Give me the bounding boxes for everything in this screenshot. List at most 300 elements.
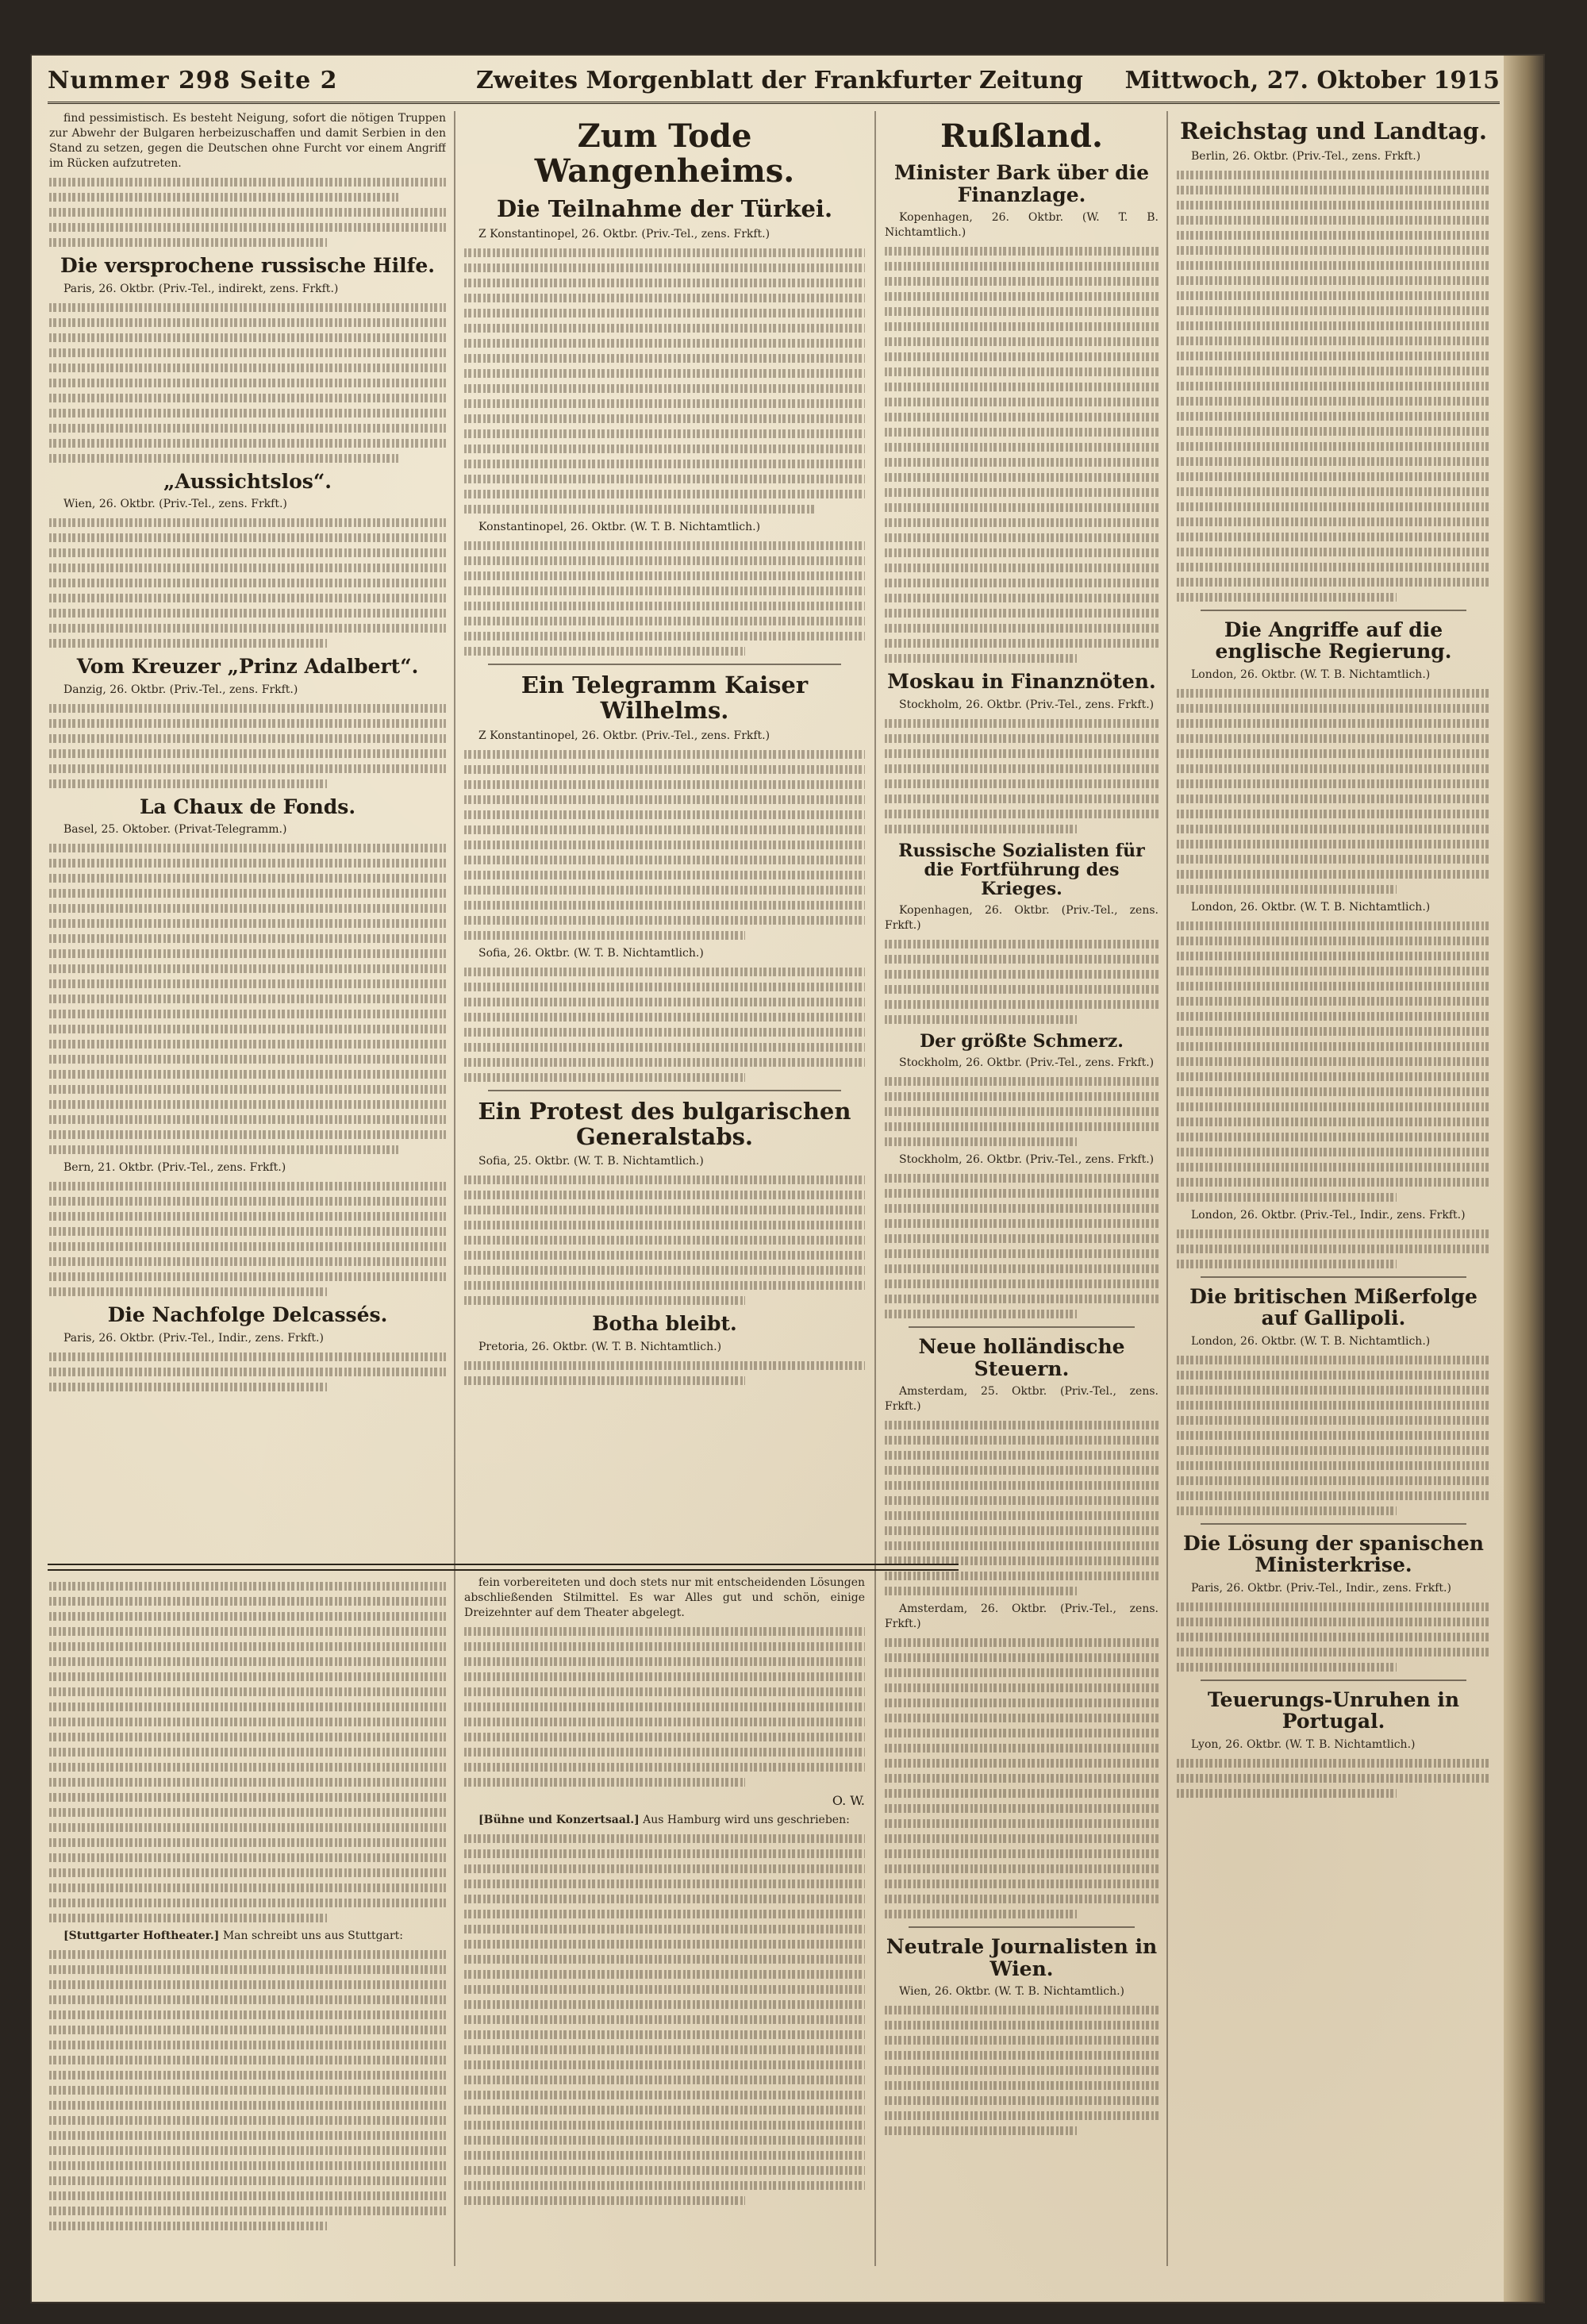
text-line xyxy=(464,901,865,910)
dateline: Wien, 26. Oktbr. (Priv.-Tel., zens. Frkft.) xyxy=(63,498,287,510)
text-line xyxy=(49,2161,446,2170)
dateline: Kopenhagen, 26. Oktbr. (Priv.-Tel., zens. Frkft.) xyxy=(885,904,1159,933)
text-line xyxy=(885,1295,1159,1303)
text-line xyxy=(885,2096,1159,2105)
text-line xyxy=(885,734,1159,743)
text-line xyxy=(885,779,1159,788)
text-line xyxy=(885,654,1077,663)
text-line xyxy=(885,383,1159,391)
text-line xyxy=(1177,578,1490,587)
text-line xyxy=(464,765,865,774)
text-line xyxy=(885,2051,1159,2060)
text-line xyxy=(464,825,865,834)
text-line xyxy=(49,1808,446,1817)
text-line xyxy=(1177,337,1490,345)
text-line xyxy=(49,208,446,217)
column-rule xyxy=(1166,111,1168,2266)
text-line xyxy=(1177,1178,1490,1187)
text-line xyxy=(1177,1012,1490,1021)
dateline: London, 26. Oktbr. (Priv.-Tel., Indir., zens. Frkft.) xyxy=(1191,1208,1466,1222)
text-line xyxy=(1177,382,1490,391)
text-line xyxy=(885,548,1159,557)
feuilleton-heading: [Bühne und Konzertsaal.] xyxy=(478,1814,640,1826)
text-line xyxy=(885,262,1159,271)
article-continuation: find pessimistisch. Es besteht Neigung, sofort die nötigen Truppen zur Abwehr der Bulgaren herbeizuschaffen und damit Serbien in den Stand zu setzen, gegen die Deutschen ohne Furcht vor einem Angriff im Rücken aufzutreten. xyxy=(49,112,446,170)
text-line xyxy=(885,1683,1159,1692)
text-line xyxy=(49,1965,446,1974)
text-line xyxy=(1177,1401,1490,1410)
text-line xyxy=(49,2071,446,2080)
text-line xyxy=(464,1895,865,1903)
text-line xyxy=(1177,502,1490,511)
text-line xyxy=(464,750,865,759)
text-line xyxy=(464,810,865,819)
text-line xyxy=(885,533,1159,542)
text-line xyxy=(1177,261,1490,270)
text-line xyxy=(49,749,446,758)
text-line xyxy=(49,193,398,202)
text-line xyxy=(49,1838,446,1847)
text-line xyxy=(464,2151,865,2160)
text-line xyxy=(464,2045,865,2054)
feuilleton-heading-text: Man schreibt uns aus Stuttgart: xyxy=(222,1930,403,1942)
text-line xyxy=(464,1175,865,1184)
text-line xyxy=(1177,719,1490,728)
text-line xyxy=(885,1137,1077,1146)
text-line xyxy=(885,564,1159,572)
text-line xyxy=(464,1748,865,1756)
text-line xyxy=(49,2086,446,2095)
text-line xyxy=(49,964,446,973)
text-line xyxy=(885,1587,1077,1595)
text-line xyxy=(1177,518,1490,526)
column-4 xyxy=(1177,111,1490,2266)
text-line xyxy=(1177,321,1490,330)
text-line xyxy=(464,309,865,317)
text-line xyxy=(885,247,1159,256)
text-line xyxy=(464,1191,865,1199)
text-line xyxy=(49,379,446,387)
text-line xyxy=(885,970,1159,979)
text-line xyxy=(49,764,446,773)
dateline: Sofia, 25. Oktbr. (W. T. B. Nichtamtlich.) xyxy=(478,1155,704,1168)
text-line xyxy=(49,934,446,943)
text-line xyxy=(464,2076,865,2084)
masthead xyxy=(48,54,1500,104)
text-line xyxy=(49,1257,446,1266)
text-line xyxy=(1177,367,1490,375)
text-line xyxy=(49,2207,446,2215)
text-line xyxy=(1177,825,1490,833)
text-line xyxy=(464,916,865,925)
text-line xyxy=(885,1189,1159,1198)
text-line xyxy=(49,1763,446,1772)
headline: Neutrale Journalisten in Wien. xyxy=(886,1935,1158,1980)
text-line xyxy=(1177,442,1490,451)
headline: Die Lösung der spanischen Ministerkrise. xyxy=(1183,1531,1484,1577)
text-line xyxy=(464,998,865,1006)
text-line xyxy=(1177,231,1490,240)
text-line xyxy=(49,1793,446,1802)
text-line xyxy=(885,1880,1159,1888)
dateline: Wien, 26. Oktbr. (W. T. B. Nichtamtlich.) xyxy=(899,1985,1124,1999)
text-line xyxy=(885,594,1159,602)
column-2 xyxy=(464,111,865,1556)
text-line xyxy=(49,1352,446,1361)
text-line xyxy=(49,2116,446,2125)
text-line xyxy=(464,264,865,272)
text-line xyxy=(49,1612,446,1621)
article-separator xyxy=(1201,1680,1466,1681)
headline: Neue holländische Steuern. xyxy=(918,1335,1125,1380)
text-line xyxy=(1177,937,1490,945)
dateline: Sofia, 26. Oktbr. (W. T. B. Nichtamtlich.) xyxy=(478,946,704,960)
text-line xyxy=(1177,982,1490,991)
text-line xyxy=(885,1864,1159,1873)
dateline: Stockholm, 26. Oktbr. (Priv.-Tel., zens. Frkft.) xyxy=(899,1056,1155,1070)
article-separator xyxy=(1201,610,1466,611)
text-line xyxy=(49,1212,446,1221)
text-line xyxy=(464,1880,865,1888)
text-line xyxy=(49,548,446,557)
feuilleton-rule xyxy=(48,1564,959,1571)
text-line xyxy=(49,904,446,913)
text-line xyxy=(464,2181,865,2190)
text-line xyxy=(1177,997,1490,1006)
text-line xyxy=(885,443,1159,452)
text-line xyxy=(464,1970,865,1979)
text-line xyxy=(1177,563,1490,571)
dateline: London, 26. Oktbr. (W. T. B. Nichtamtlich.) xyxy=(1191,900,1431,914)
text-line xyxy=(885,322,1159,331)
text-line xyxy=(1177,749,1490,758)
text-line xyxy=(464,587,865,595)
text-line xyxy=(49,719,446,728)
text-line xyxy=(49,424,446,433)
text-line xyxy=(1177,1648,1490,1656)
text-line xyxy=(49,1883,446,1892)
text-line xyxy=(49,2176,446,2185)
text-line xyxy=(49,303,446,312)
text-line xyxy=(464,647,745,656)
text-line xyxy=(885,1910,1077,1918)
text-line xyxy=(885,277,1159,286)
text-line xyxy=(1177,1446,1490,1455)
text-line xyxy=(464,2106,865,2114)
text-line xyxy=(464,1657,865,1666)
feuilleton-heading: [Stuttgarter Hoftheater.] xyxy=(63,1930,220,1942)
text-line xyxy=(49,439,446,448)
text-line xyxy=(49,1703,446,1711)
text-line xyxy=(885,458,1159,467)
text-line xyxy=(464,1834,865,1843)
text-line xyxy=(885,2081,1159,2090)
text-line xyxy=(885,1122,1159,1131)
text-line xyxy=(464,1013,865,1022)
text-line xyxy=(464,429,865,438)
article-separator xyxy=(909,1326,1135,1328)
dateline: Z Konstantinopel, 26. Oktbr. (Priv.-Tel., zens. Frkft.) xyxy=(478,227,770,240)
text-line xyxy=(49,995,446,1003)
headline: Botha bleibt. xyxy=(592,1312,737,1336)
text-line xyxy=(49,1287,327,1296)
text-line xyxy=(885,609,1159,618)
text-line xyxy=(464,1236,865,1245)
text-line xyxy=(49,1070,446,1079)
text-line xyxy=(49,2026,446,2034)
text-line xyxy=(464,571,865,580)
text-line xyxy=(1177,1356,1490,1364)
text-line xyxy=(464,384,865,393)
text-line xyxy=(464,2060,865,2069)
article-separator xyxy=(488,664,841,665)
text-line xyxy=(464,2166,865,2175)
text-line xyxy=(1177,1133,1490,1141)
text-line xyxy=(49,2191,446,2200)
text-line xyxy=(1177,1148,1490,1156)
text-line xyxy=(885,1481,1159,1490)
text-line xyxy=(464,414,865,423)
text-line xyxy=(885,488,1159,497)
text-line xyxy=(885,1092,1159,1101)
text-line xyxy=(49,2131,446,2140)
text-line xyxy=(885,292,1159,301)
text-line xyxy=(49,1980,446,1989)
text-line xyxy=(49,639,327,648)
text-line xyxy=(49,1642,446,1651)
text-line xyxy=(464,1763,865,1772)
text-line xyxy=(1177,1633,1490,1641)
text-line xyxy=(464,617,865,625)
text-line xyxy=(885,579,1159,587)
text-line xyxy=(49,1145,398,1154)
feuilleton-heading-text: Aus Hamburg wird uns geschrieben: xyxy=(643,1814,850,1826)
text-line xyxy=(885,1638,1159,1647)
dateline: Konstantinopel, 26. Oktbr. (W. T. B. Nichtamtlich.) xyxy=(478,520,761,533)
text-line xyxy=(464,1296,745,1305)
text-line xyxy=(885,503,1159,512)
text-line xyxy=(49,874,446,883)
text-line xyxy=(464,1361,865,1370)
text-line xyxy=(885,1668,1159,1677)
text-line xyxy=(1177,352,1490,360)
text-line xyxy=(49,844,446,852)
text-line xyxy=(1177,306,1490,315)
text-line xyxy=(49,2056,446,2064)
text-line xyxy=(49,1197,446,1206)
column-rule xyxy=(874,111,876,2266)
text-line xyxy=(464,1849,865,1858)
text-line xyxy=(464,1955,865,1964)
author-signature: O. W. xyxy=(832,1793,865,1808)
text-line xyxy=(49,1868,446,1877)
headline: Russische Sozialisten für die Fortführung des Krieges. xyxy=(898,840,1145,899)
headline: Ein Protest des bulgarischen Generalstabs. xyxy=(478,1097,851,1150)
text-line xyxy=(1177,952,1490,960)
text-line xyxy=(49,223,446,232)
text-line xyxy=(885,955,1159,964)
text-line xyxy=(464,369,865,378)
text-line xyxy=(464,1642,865,1651)
dateline: Paris, 26. Oktbr. (Priv.-Tel., Indir., zens. Frkft.) xyxy=(63,1331,324,1345)
text-line xyxy=(885,1699,1159,1707)
text-line xyxy=(49,1115,446,1124)
page-spine xyxy=(1504,56,1543,2302)
text-line xyxy=(885,1077,1159,1086)
text-line xyxy=(464,444,865,453)
dateline: Amsterdam, 25. Oktbr. (Priv.-Tel., zens. Frkft.) xyxy=(885,1385,1159,1414)
article-separator xyxy=(1201,1276,1466,1278)
text-line xyxy=(49,779,327,788)
text-line xyxy=(885,367,1159,376)
text-line xyxy=(49,2222,327,2230)
text-line xyxy=(49,919,446,928)
headline: Reichstag und Landtag. xyxy=(1180,117,1487,144)
text-line xyxy=(1177,1491,1490,1500)
text-line xyxy=(885,825,1077,833)
text-line xyxy=(885,2126,1077,2135)
text-line xyxy=(464,983,865,991)
text-line xyxy=(464,1266,865,1275)
dateline: Stockholm, 26. Oktbr. (Priv.-Tel., zens. Frkft.) xyxy=(899,1153,1155,1167)
text-line xyxy=(464,354,865,363)
text-line xyxy=(49,178,446,187)
dateline: Berlin, 26. Oktbr. (Priv.-Tel., zens. Frkft.) xyxy=(1191,149,1421,163)
text-line xyxy=(464,602,865,610)
text-line xyxy=(1177,1087,1490,1096)
text-line xyxy=(464,1058,865,1067)
text-line xyxy=(1177,487,1490,496)
text-line xyxy=(464,490,865,498)
text-line xyxy=(885,1759,1159,1768)
text-line xyxy=(885,1204,1159,1213)
text-line xyxy=(885,1496,1159,1505)
text-line xyxy=(1177,1506,1397,1515)
text-line xyxy=(1177,397,1490,406)
headline: Die Nachfolge Delcassés. xyxy=(107,1303,388,1326)
text-line xyxy=(464,1687,865,1696)
text-line xyxy=(885,1436,1159,1445)
dateline: London, 26. Oktbr. (W. T. B. Nichtamtlich.) xyxy=(1191,1334,1431,1348)
text-line xyxy=(464,1864,865,1873)
text-line xyxy=(464,399,865,408)
headline: Die britischen Mißerfolge auf Gallipoli. xyxy=(1189,1284,1477,1330)
text-line xyxy=(464,968,865,976)
text-line xyxy=(1177,1461,1490,1470)
column-rule xyxy=(454,111,455,2266)
text-line xyxy=(1177,1371,1490,1379)
text-line xyxy=(885,352,1159,361)
text-line xyxy=(464,1985,865,1994)
text-line xyxy=(49,1899,446,1907)
text-line xyxy=(49,1687,446,1696)
text-line xyxy=(885,1895,1159,1903)
text-line xyxy=(464,279,865,287)
text-line xyxy=(885,795,1159,803)
dateline: Pretoria, 26. Oktbr. (W. T. B. Nichtamtlich.) xyxy=(478,1340,722,1353)
text-line xyxy=(49,1914,327,1922)
text-line xyxy=(464,1281,865,1290)
text-line xyxy=(49,394,446,402)
column-3 xyxy=(885,111,1159,2266)
text-line xyxy=(885,1819,1159,1828)
text-line xyxy=(49,333,446,342)
text-line xyxy=(464,2030,865,2039)
headline: Vom Kreuzer „Prinz Adalbert“. xyxy=(76,655,419,678)
text-line xyxy=(885,1834,1159,1843)
text-line xyxy=(885,2006,1159,2014)
text-line xyxy=(1177,1774,1490,1783)
issue-date: Mittwoch, 27. Oktober 1915 xyxy=(1124,67,1500,94)
text-line xyxy=(49,1025,446,1033)
article-separator xyxy=(488,1090,841,1091)
text-line xyxy=(885,398,1159,406)
text-line xyxy=(49,624,446,633)
text-line xyxy=(1177,1027,1490,1036)
text-line xyxy=(464,541,865,550)
text-line xyxy=(49,238,327,247)
text-line xyxy=(464,556,865,565)
text-line xyxy=(464,2091,865,2099)
text-line xyxy=(1177,1118,1490,1126)
text-line xyxy=(49,1950,446,1959)
text-line xyxy=(1177,885,1397,894)
text-line xyxy=(464,795,865,804)
headline: Minister Bark über die Finanzlage. xyxy=(893,161,1150,206)
text-line xyxy=(49,1657,446,1666)
text-line xyxy=(885,1714,1159,1722)
text-line xyxy=(464,1940,865,1949)
text-line xyxy=(49,1853,446,1862)
headline: Moskau in Finanznöten. xyxy=(887,670,1156,693)
headline: La Chaux de Fonds. xyxy=(139,795,356,818)
text-line xyxy=(885,1000,1159,1009)
text-line xyxy=(49,348,446,357)
text-line xyxy=(1177,1163,1490,1172)
text-line xyxy=(885,413,1159,421)
text-line xyxy=(49,594,446,602)
text-line xyxy=(1177,764,1490,773)
text-line xyxy=(885,1653,1159,1662)
text-line xyxy=(885,1466,1159,1475)
text-line xyxy=(464,1718,865,1726)
text-line xyxy=(49,1272,446,1281)
text-line xyxy=(464,1672,865,1681)
text-line xyxy=(1177,840,1490,848)
issue-number: Nummer 298 Seite 2 xyxy=(48,67,338,94)
text-line xyxy=(49,1627,446,1636)
text-line xyxy=(49,1718,446,1726)
text-line xyxy=(49,564,446,572)
headline: „Aussichtslos“. xyxy=(163,469,332,493)
text-line xyxy=(49,1130,446,1139)
text-line xyxy=(464,460,865,468)
headline: Der größte Schmerz. xyxy=(920,1031,1124,1052)
dateline: Lyon, 26. Oktbr. (W. T. B. Nichtamtlich.) xyxy=(1191,1737,1416,1751)
dateline: Z Konstantinopel, 26. Oktbr. (Priv.-Tel., zens. Frkft.) xyxy=(478,729,770,742)
text-line xyxy=(1177,734,1490,743)
text-line xyxy=(1177,1603,1490,1611)
text-line xyxy=(1177,427,1490,436)
text-line xyxy=(49,609,446,618)
text-line xyxy=(885,307,1159,316)
text-line xyxy=(464,2136,865,2145)
text-line xyxy=(1177,1042,1490,1051)
text-line xyxy=(1177,1057,1490,1066)
text-line xyxy=(49,1672,446,1681)
text-line xyxy=(49,1010,446,1018)
headline: Teuerungs-Unruhen in Portugal. xyxy=(1207,1687,1460,1733)
